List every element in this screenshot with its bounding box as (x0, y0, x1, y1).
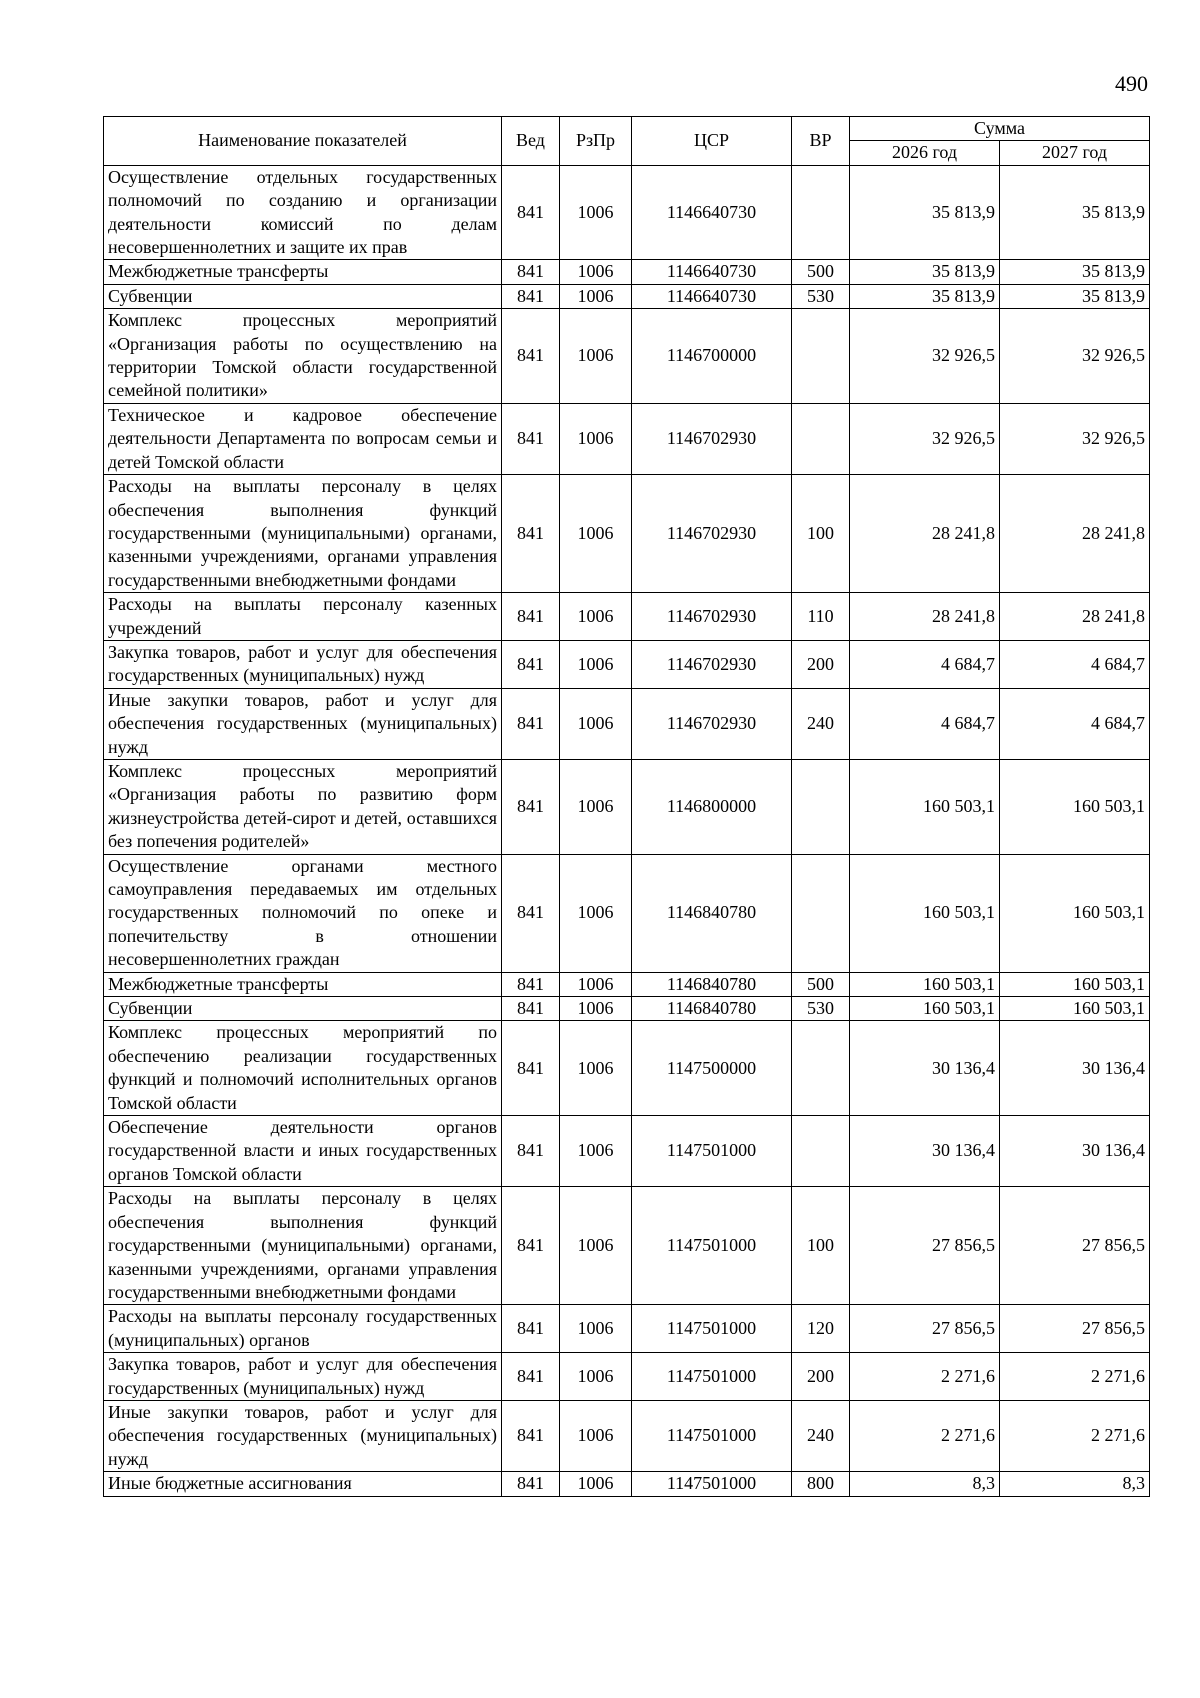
header-ved: Вед (502, 117, 560, 166)
row-ved: 841 (502, 260, 560, 284)
row-csr: 1147501000 (632, 1187, 792, 1305)
row-amount-2026: 35 813,9 (850, 260, 1000, 284)
row-rzpr: 1006 (560, 284, 632, 308)
row-name: Иные закупки товаров, работ и услуг для обеспечения государственных (муниципальных) нужд (104, 688, 502, 759)
row-amount-2027: 160 503,1 (1000, 759, 1150, 854)
row-vr: 100 (792, 475, 850, 593)
row-amount-2027: 160 503,1 (1000, 854, 1150, 972)
row-ved: 841 (502, 309, 560, 404)
row-vr: 120 (792, 1305, 850, 1353)
row-amount-2027: 35 813,9 (1000, 165, 1150, 260)
row-rzpr: 1006 (560, 1305, 632, 1353)
row-vr (792, 854, 850, 972)
row-ved: 841 (502, 1021, 560, 1116)
row-csr: 1147501000 (632, 1116, 792, 1187)
row-csr: 1146840780 (632, 972, 792, 996)
row-amount-2027: 27 856,5 (1000, 1305, 1150, 1353)
row-name: Субвенции (104, 284, 502, 308)
row-name: Комплекс процессных мероприятий «Организация работы по развитию форм жизнеустройства детей-сирот и детей, оставшихся без попечения родителей» (104, 759, 502, 854)
row-ved: 841 (502, 1187, 560, 1305)
table-row (104, 309, 1150, 404)
row-amount-2026: 32 926,5 (850, 403, 1000, 474)
row-csr: 1146640730 (632, 284, 792, 308)
header-sum: Сумма (850, 117, 1150, 141)
row-name: Техническое и кадровое обеспечение деятельности Департамента по вопросам семьи и детей Томской области (104, 403, 502, 474)
row-csr: 1147501000 (632, 1353, 792, 1401)
table-row (104, 972, 1150, 996)
row-amount-2026: 35 813,9 (850, 165, 1000, 260)
row-ved: 841 (502, 759, 560, 854)
row-csr: 1147501000 (632, 1472, 792, 1496)
row-vr (792, 165, 850, 260)
row-vr (792, 759, 850, 854)
row-name: Осуществление органами местного самоуправления передаваемых им отдельных государственных полномочий по опеке и попечительству в отношении несовершеннолетних граждан (104, 854, 502, 972)
row-amount-2026: 30 136,4 (850, 1116, 1000, 1187)
table-row (104, 1305, 1150, 1353)
header-name: Наименование показателей (104, 117, 502, 166)
row-vr (792, 403, 850, 474)
row-amount-2027: 30 136,4 (1000, 1021, 1150, 1116)
table-row (104, 640, 1150, 688)
row-vr: 800 (792, 1472, 850, 1496)
header-year-2027: 2027 год (1000, 141, 1150, 165)
row-amount-2027: 27 856,5 (1000, 1187, 1150, 1305)
row-rzpr: 1006 (560, 165, 632, 260)
row-amount-2027: 2 271,6 (1000, 1353, 1150, 1401)
header-rzpr: РзПр (560, 117, 632, 166)
row-csr: 1146702930 (632, 688, 792, 759)
row-csr: 1147501000 (632, 1305, 792, 1353)
row-name: Расходы на выплаты персоналу государственных (муниципальных) органов (104, 1305, 502, 1353)
row-name: Иные закупки товаров, работ и услуг для обеспечения государственных (муниципальных) нужд (104, 1400, 502, 1471)
table-row (104, 475, 1150, 593)
row-name: Расходы на выплаты персоналу в целях обеспечения выполнения функций государственными (муниципальными) органами, казенными учреждениями, органами управления государственными внебюджетными фондами (104, 1187, 502, 1305)
row-rzpr: 1006 (560, 1472, 632, 1496)
row-name: Комплекс процессных мероприятий «Организация работы по осуществлению на территории Томской области государственной семейной политики» (104, 309, 502, 404)
row-vr: 240 (792, 1400, 850, 1471)
row-ved: 841 (502, 1400, 560, 1471)
row-amount-2026: 35 813,9 (850, 284, 1000, 308)
row-csr: 1146702930 (632, 593, 792, 641)
table-row (104, 688, 1150, 759)
row-amount-2026: 160 503,1 (850, 854, 1000, 972)
row-amount-2027: 8,3 (1000, 1472, 1150, 1496)
row-amount-2026: 2 271,6 (850, 1353, 1000, 1401)
row-vr (792, 1116, 850, 1187)
row-csr: 1147501000 (632, 1400, 792, 1471)
row-amount-2026: 28 241,8 (850, 475, 1000, 593)
row-rzpr: 1006 (560, 1353, 632, 1401)
row-csr: 1146800000 (632, 759, 792, 854)
table-body (104, 165, 1150, 1496)
row-amount-2026: 27 856,5 (850, 1187, 1000, 1305)
row-csr: 1146702930 (632, 403, 792, 474)
row-name: Межбюджетные трансферты (104, 972, 502, 996)
row-csr: 1146840780 (632, 854, 792, 972)
table-row (104, 997, 1150, 1021)
row-ved: 841 (502, 475, 560, 593)
row-amount-2026: 32 926,5 (850, 309, 1000, 404)
row-amount-2027: 160 503,1 (1000, 972, 1150, 996)
row-amount-2026: 4 684,7 (850, 640, 1000, 688)
row-rzpr: 1006 (560, 475, 632, 593)
row-ved: 841 (502, 1472, 560, 1496)
row-vr: 240 (792, 688, 850, 759)
row-amount-2026: 4 684,7 (850, 688, 1000, 759)
row-vr: 100 (792, 1187, 850, 1305)
row-vr (792, 309, 850, 404)
row-rzpr: 1006 (560, 640, 632, 688)
table-row (104, 403, 1150, 474)
row-rzpr: 1006 (560, 1187, 632, 1305)
row-name: Осуществление отдельных государственных полномочий по созданию и организации деятельности комиссий по делам несовершеннолетних и защите их прав (104, 165, 502, 260)
row-rzpr: 1006 (560, 1021, 632, 1116)
table-row (104, 1472, 1150, 1496)
row-ved: 841 (502, 1353, 560, 1401)
row-rzpr: 1006 (560, 309, 632, 404)
row-rzpr: 1006 (560, 260, 632, 284)
row-amount-2026: 160 503,1 (850, 972, 1000, 996)
row-ved: 841 (502, 640, 560, 688)
table-row (104, 260, 1150, 284)
row-rzpr: 1006 (560, 997, 632, 1021)
row-ved: 841 (502, 165, 560, 260)
table-header (104, 117, 1150, 166)
row-vr: 500 (792, 972, 850, 996)
row-csr: 1146702930 (632, 475, 792, 593)
table-row (104, 759, 1150, 854)
row-rzpr: 1006 (560, 759, 632, 854)
row-rzpr: 1006 (560, 403, 632, 474)
row-amount-2027: 35 813,9 (1000, 260, 1150, 284)
budget-table (103, 116, 1150, 1497)
row-ved: 841 (502, 688, 560, 759)
table-row (104, 1187, 1150, 1305)
row-amount-2026: 28 241,8 (850, 593, 1000, 641)
row-csr: 1146640730 (632, 165, 792, 260)
header-csr: ЦСР (632, 117, 792, 166)
row-amount-2026: 27 856,5 (850, 1305, 1000, 1353)
header-vr: ВР (792, 117, 850, 166)
row-ved: 841 (502, 403, 560, 474)
row-name: Закупка товаров, работ и услуг для обеспечения государственных (муниципальных) нужд (104, 1353, 502, 1401)
row-ved: 841 (502, 854, 560, 972)
row-name: Обеспечение деятельности органов государственной власти и иных государственных органов Томской области (104, 1116, 502, 1187)
row-amount-2027: 32 926,5 (1000, 403, 1150, 474)
row-rzpr: 1006 (560, 854, 632, 972)
table-row (104, 1353, 1150, 1401)
row-amount-2026: 160 503,1 (850, 759, 1000, 854)
row-csr: 1147500000 (632, 1021, 792, 1116)
row-rzpr: 1006 (560, 688, 632, 759)
table-row (104, 593, 1150, 641)
row-amount-2027: 160 503,1 (1000, 997, 1150, 1021)
table-row (104, 1116, 1150, 1187)
row-amount-2026: 160 503,1 (850, 997, 1000, 1021)
row-name: Комплекс процессных мероприятий по обеспечению реализации государственных функций и полномочий исполнительных органов Томской области (104, 1021, 502, 1116)
table-row (104, 165, 1150, 260)
row-vr: 110 (792, 593, 850, 641)
row-vr: 200 (792, 1353, 850, 1401)
row-amount-2027: 2 271,6 (1000, 1400, 1150, 1471)
row-name: Расходы на выплаты персоналу казенных учреждений (104, 593, 502, 641)
header-year-2026: 2026 год (850, 141, 1000, 165)
row-amount-2026: 30 136,4 (850, 1021, 1000, 1116)
row-ved: 841 (502, 1305, 560, 1353)
row-ved: 841 (502, 284, 560, 308)
row-rzpr: 1006 (560, 593, 632, 641)
table-row (104, 1021, 1150, 1116)
row-amount-2027: 4 684,7 (1000, 688, 1150, 759)
row-vr: 530 (792, 284, 850, 308)
row-rzpr: 1006 (560, 972, 632, 996)
row-amount-2027: 30 136,4 (1000, 1116, 1150, 1187)
row-amount-2027: 28 241,8 (1000, 475, 1150, 593)
table-row (104, 1400, 1150, 1471)
row-name: Межбюджетные трансферты (104, 260, 502, 284)
row-ved: 841 (502, 972, 560, 996)
row-csr: 1146700000 (632, 309, 792, 404)
row-csr: 1146702930 (632, 640, 792, 688)
row-vr: 500 (792, 260, 850, 284)
row-amount-2027: 32 926,5 (1000, 309, 1150, 404)
row-rzpr: 1006 (560, 1400, 632, 1471)
row-csr: 1146640730 (632, 260, 792, 284)
row-vr (792, 1021, 850, 1116)
row-name: Расходы на выплаты персоналу в целях обеспечения выполнения функций государственными (муниципальными) органами, казенными учреждениями, органами управления государственными внебюджетными фондами (104, 475, 502, 593)
row-ved: 841 (502, 997, 560, 1021)
row-rzpr: 1006 (560, 1116, 632, 1187)
table-row (104, 854, 1150, 972)
row-amount-2026: 8,3 (850, 1472, 1000, 1496)
table-row (104, 284, 1150, 308)
row-ved: 841 (502, 1116, 560, 1187)
page-number: 490 (1115, 71, 1148, 96)
row-amount-2027: 4 684,7 (1000, 640, 1150, 688)
row-ved: 841 (502, 593, 560, 641)
row-amount-2026: 2 271,6 (850, 1400, 1000, 1471)
row-vr: 530 (792, 997, 850, 1021)
row-name: Закупка товаров, работ и услуг для обеспечения государственных (муниципальных) нужд (104, 640, 502, 688)
row-name: Иные бюджетные ассигнования (104, 1472, 502, 1496)
row-vr: 200 (792, 640, 850, 688)
row-name: Субвенции (104, 997, 502, 1021)
row-amount-2027: 35 813,9 (1000, 284, 1150, 308)
row-amount-2027: 28 241,8 (1000, 593, 1150, 641)
row-csr: 1146840780 (632, 997, 792, 1021)
